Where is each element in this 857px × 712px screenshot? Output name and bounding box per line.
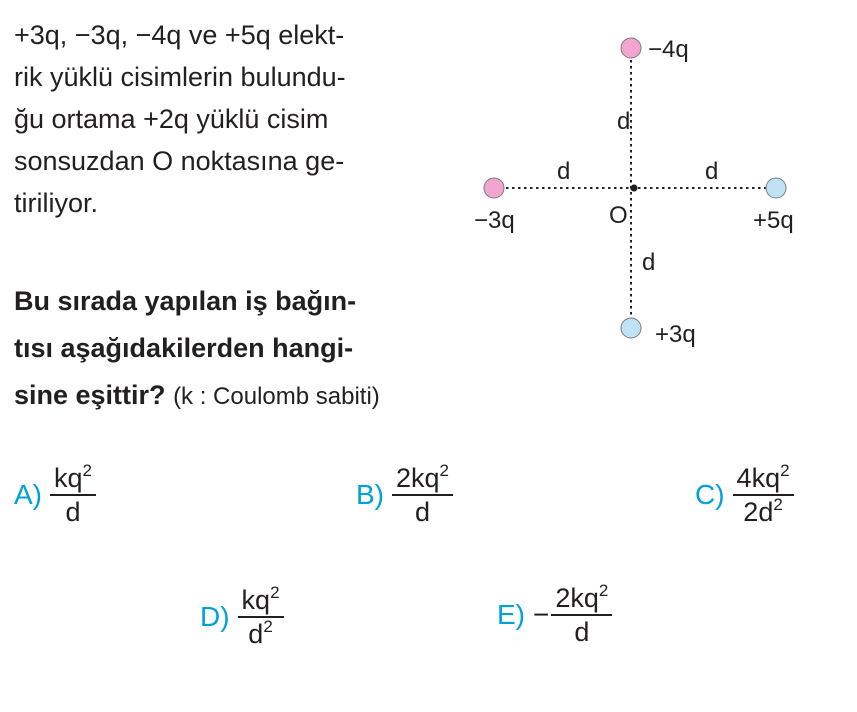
charge-bottom-sphere: [621, 318, 641, 338]
option-a-letter: A): [14, 479, 42, 510]
option-e-denominator: d: [574, 617, 590, 647]
stem-line-1: +3q, −3q, −4q ve +5q elekt-: [14, 20, 345, 50]
option-e-numerator: 2kq: [555, 583, 599, 613]
option-d-denominator-exponent: 2: [263, 617, 273, 636]
stem-line-4: sonsuzdan O noktasına ge-: [14, 146, 345, 176]
option-a-numerator: kq: [54, 463, 83, 493]
constant-hint: (k : Coulomb sabiti): [173, 383, 380, 410]
origin-point: [631, 185, 638, 192]
origin-label: O: [609, 202, 628, 229]
distance-right-label: d: [705, 158, 719, 185]
distance-bottom-label: d: [642, 249, 656, 276]
prompt-line-2: tısı aşağıdakilerden hangi-: [14, 333, 354, 363]
option-e[interactable]: [497, 582, 612, 648]
option-c-letter: C): [695, 479, 725, 510]
stem-line-3: ğu ortama +2q yüklü cisim: [14, 104, 329, 134]
prompt-line-1: Bu sırada yapılan iş bağın-: [14, 286, 357, 316]
option-d-fraction: [238, 584, 284, 650]
option-d-numerator: kq: [241, 585, 271, 615]
option-c-numerator-exponent: 2: [780, 461, 790, 480]
option-c-denominator: 2d: [743, 497, 774, 527]
charge-top-label: −4q: [648, 36, 689, 63]
charge-left-sphere: [484, 178, 504, 198]
distance-top-label: d: [617, 108, 631, 135]
option-c-numerator: 4kq: [736, 463, 781, 493]
charge-right-label: +5q: [753, 207, 794, 234]
option-d[interactable]: [200, 584, 284, 650]
option-c[interactable]: [695, 462, 794, 528]
option-a-denominator: d: [65, 497, 81, 527]
charge-top-sphere: [621, 38, 641, 58]
option-a-fraction: [50, 462, 96, 528]
option-b-numerator-exponent: 2: [439, 461, 450, 480]
option-d-numerator-exponent: 2: [270, 583, 280, 602]
option-b[interactable]: [356, 462, 453, 528]
option-e-minus-sign: −: [533, 599, 550, 630]
option-a[interactable]: [14, 462, 96, 528]
option-d-denominator: d: [248, 619, 264, 649]
charge-right-sphere: [766, 178, 786, 198]
option-c-fraction: [733, 462, 794, 528]
option-b-numerator: 2kq: [396, 463, 440, 493]
distance-left-label: d: [557, 158, 571, 185]
option-c-denominator-exponent: 2: [773, 495, 783, 514]
option-b-letter: B): [356, 479, 384, 510]
option-b-fraction: [392, 462, 453, 528]
stem-line-5: tiriliyor.: [14, 188, 99, 218]
charge-left-label: −3q: [474, 207, 515, 234]
option-e-numerator-exponent: 2: [598, 581, 609, 600]
option-e-letter: E): [497, 599, 525, 630]
stem-line-2: rik yüklü cisimlerin bulundu-: [14, 62, 346, 92]
charge-bottom-label: +3q: [655, 321, 696, 348]
option-b-denominator: d: [414, 497, 431, 527]
option-e-fraction: [551, 582, 612, 648]
option-d-letter: D): [200, 601, 230, 632]
prompt-line-3: sine eşittir?: [14, 380, 166, 410]
option-a-numerator-exponent: 2: [82, 461, 92, 480]
